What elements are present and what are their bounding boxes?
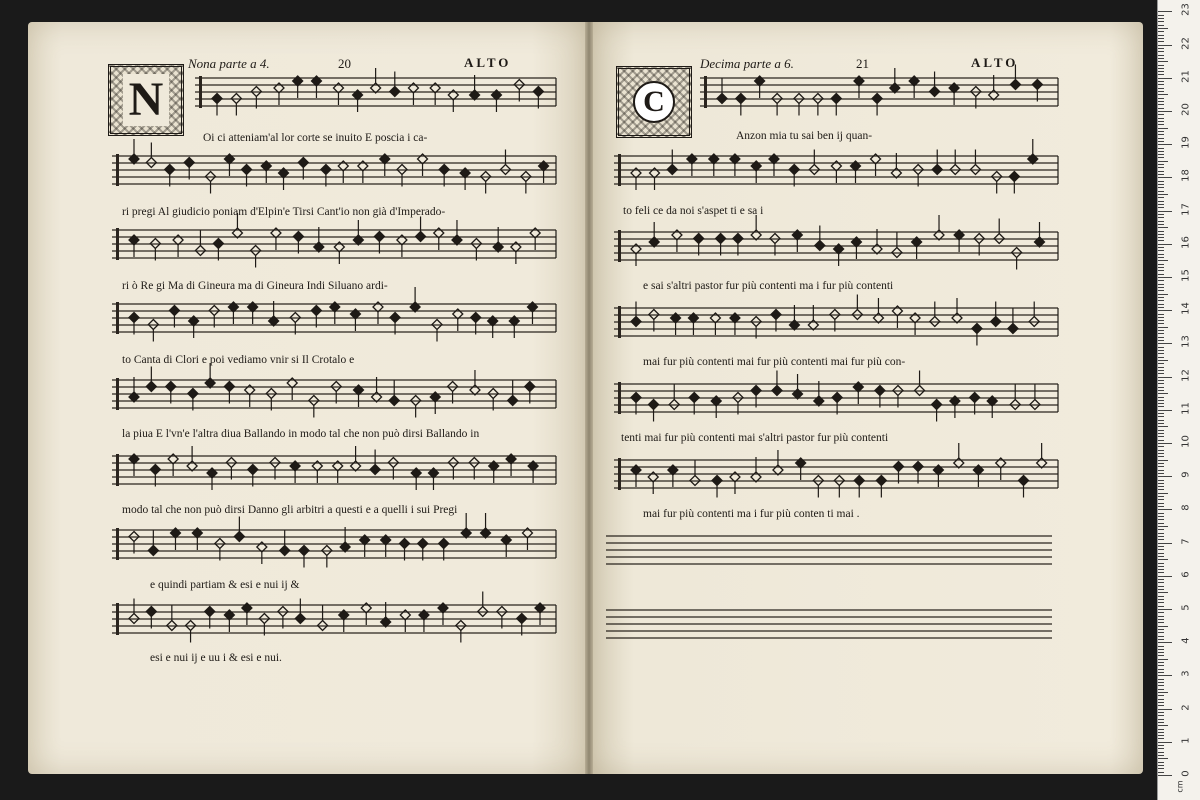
ruler-tick (1158, 121, 1164, 122)
ruler-tick (1158, 609, 1172, 610)
ruler-tick (1158, 722, 1164, 723)
ruler-mark: 11 (1180, 401, 1192, 415)
right-lyric-line-3: e sai s'altri pastor fur più contenti ma i fur più contenti (643, 280, 894, 292)
open-book (28, 22, 1143, 774)
ruler-tick (1158, 221, 1164, 222)
ruler-tick (1158, 526, 1168, 527)
ruler-mark: 6 (1180, 571, 1192, 578)
ruler-mark: 0 (1180, 770, 1192, 777)
ruler-tick (1158, 171, 1164, 172)
ruler-tick (1158, 94, 1168, 95)
ruler-tick (1158, 224, 1164, 225)
ruler-tick (1158, 453, 1164, 454)
ruler-tick (1158, 533, 1164, 534)
ruler-tick (1158, 460, 1168, 461)
ruler-tick (1158, 15, 1164, 16)
ruler-tick (1158, 626, 1168, 627)
right-lyric-line-4: mai fur più contenti mai fur più contenti mai fur più con- (643, 356, 906, 368)
ruler-tick (1158, 599, 1164, 600)
ruler-tick (1158, 496, 1164, 497)
left-page-header (188, 56, 270, 72)
right-page-header (700, 56, 794, 72)
ruler-tick (1158, 536, 1164, 537)
ruler-tick (1158, 81, 1164, 82)
ruler-tick (1158, 214, 1164, 215)
ruler-tick (1158, 556, 1164, 557)
ruler-mark: 21 (1180, 69, 1192, 83)
ruler-tick (1158, 715, 1164, 716)
ruler-tick (1158, 367, 1164, 368)
ruler-tick (1158, 264, 1164, 265)
ruler-tick (1158, 553, 1164, 554)
ruler-tick (1158, 443, 1172, 444)
left-lyric-line-8: esi e nui ij e uu i & esi e nui. (150, 652, 282, 664)
ruler-mark: 10 (1180, 435, 1192, 448)
ruler-tick (1158, 244, 1172, 245)
ruler-tick (1158, 675, 1172, 676)
ruler-tick (1158, 529, 1164, 530)
ruler-tick (1158, 297, 1164, 298)
ruler-tick (1158, 410, 1172, 411)
ruler-tick (1158, 91, 1164, 92)
ruler-tick (1158, 506, 1164, 507)
ruler-tick (1158, 320, 1164, 321)
ruler-tick (1158, 665, 1164, 666)
ruler-tick (1158, 450, 1164, 451)
ruler-tick (1158, 340, 1164, 341)
ruler-tick (1158, 111, 1172, 112)
ruler-tick (1158, 672, 1164, 673)
ruler-tick (1158, 699, 1164, 700)
ruler-tick (1158, 98, 1164, 99)
ruler-tick (1158, 436, 1164, 437)
ruler-tick (1158, 270, 1164, 271)
ruler-mark: 17 (1180, 202, 1192, 216)
measurement-ruler (1157, 0, 1200, 800)
ruler-tick (1158, 104, 1164, 105)
ruler-tick (1158, 45, 1172, 46)
ruler-tick (1158, 254, 1164, 255)
ruler-tick (1158, 755, 1164, 756)
ruler-tick (1158, 742, 1172, 743)
ruler-tick (1158, 317, 1164, 318)
ruler-tick (1158, 383, 1164, 384)
ruler-mark: 5 (1180, 604, 1192, 611)
ruler-tick (1158, 768, 1164, 769)
ruler-tick (1158, 669, 1164, 670)
ruler-tick (1158, 28, 1168, 29)
ruler-tick (1158, 616, 1164, 617)
ruler-tick (1158, 563, 1164, 564)
ruler-tick (1158, 154, 1164, 155)
ruler-tick (1158, 702, 1164, 703)
ruler-tick (1158, 333, 1164, 334)
ruler-tick (1158, 174, 1164, 175)
ruler-tick (1158, 300, 1164, 301)
ruler-tick (1158, 403, 1164, 404)
ruler-tick (1158, 685, 1164, 686)
ruler-tick (1158, 68, 1164, 69)
ruler-tick (1158, 247, 1164, 248)
ruler-tick (1158, 416, 1164, 417)
ruler-tick (1158, 21, 1164, 22)
ruler-tick (1158, 390, 1164, 391)
ruler-tick (1158, 546, 1164, 547)
ruler-tick (1158, 539, 1164, 540)
left-lyric-line-6: modo tal che non può dirsi Danno gli arbitri a questi e a quelli i sui Pregi (122, 504, 458, 516)
ruler-tick (1158, 25, 1164, 26)
ruler-tick (1158, 284, 1164, 285)
ruler-tick (1158, 470, 1164, 471)
ruler-tick (1158, 267, 1164, 268)
ruler-mark: 4 (1180, 637, 1192, 644)
ruler-tick (1158, 639, 1164, 640)
ruler-tick (1158, 250, 1164, 251)
ruler-mark: 20 (1180, 103, 1192, 116)
ruler-tick (1158, 729, 1164, 730)
left-initial-letter: N (123, 74, 170, 126)
ruler-tick (1158, 360, 1168, 361)
ruler-tick (1158, 400, 1164, 401)
ruler-tick (1158, 440, 1164, 441)
ruler-tick (1158, 370, 1164, 371)
ruler-tick (1158, 260, 1168, 261)
ruler-tick (1158, 217, 1164, 218)
ruler-tick (1158, 483, 1164, 484)
ruler-tick (1158, 473, 1164, 474)
ruler-tick (1158, 576, 1172, 577)
ruler-mark: 23 (1180, 3, 1192, 17)
ruler-tick (1158, 738, 1164, 739)
ruler-tick (1158, 114, 1164, 115)
ruler-tick (1158, 489, 1164, 490)
ruler-tick (1158, 679, 1164, 680)
ruler-tick (1158, 350, 1164, 351)
right-part-label: Decima parte a 6. (700, 56, 794, 71)
ruler-tick (1158, 257, 1164, 258)
ruler-tick (1158, 314, 1164, 315)
ruler-tick (1158, 569, 1164, 570)
ruler-tick (1158, 659, 1168, 660)
ruler-tick (1158, 363, 1164, 364)
ruler-tick (1158, 582, 1164, 583)
ruler-tick (1158, 18, 1164, 19)
ruler-tick (1158, 304, 1164, 305)
ruler-tick (1158, 197, 1164, 198)
ruler-unit: cm (1175, 780, 1185, 793)
ruler-tick (1158, 357, 1164, 358)
ruler-tick (1158, 775, 1172, 776)
ruler-tick (1158, 191, 1164, 192)
ruler-tick (1158, 240, 1164, 241)
ruler-tick (1158, 11, 1172, 12)
ruler-tick (1158, 61, 1168, 62)
ruler-tick (1158, 84, 1164, 85)
ruler-tick (1158, 596, 1164, 597)
ruler-tick (1158, 51, 1164, 52)
ruler-tick (1158, 622, 1164, 623)
book-spine (585, 22, 593, 774)
ruler-tick (1158, 144, 1172, 145)
ruler-tick (1158, 327, 1168, 328)
ruler-tick (1158, 602, 1164, 603)
ruler-tick (1158, 330, 1164, 331)
right-lyric-line-6: mai fur più contenti ma i fur più conten ti mai . (643, 508, 860, 520)
ruler-tick (1158, 343, 1172, 344)
ruler-tick (1158, 323, 1164, 324)
ruler-mark: 18 (1180, 169, 1192, 183)
ruler-tick (1158, 181, 1164, 182)
ruler-tick (1158, 652, 1164, 653)
ruler-tick (1158, 549, 1164, 550)
ruler-tick (1158, 423, 1164, 424)
ruler-tick (1158, 463, 1164, 464)
ruler-tick (1158, 523, 1164, 524)
ruler-tick (1158, 629, 1164, 630)
ruler-tick (1158, 758, 1168, 759)
ruler-tick (1158, 712, 1164, 713)
ruler-tick (1158, 274, 1164, 275)
ruler-tick (1158, 642, 1172, 643)
ruler-mark: 15 (1180, 269, 1192, 282)
ruler-tick (1158, 503, 1164, 504)
ruler-tick (1158, 719, 1164, 720)
ruler-tick (1158, 177, 1172, 178)
ruler-tick (1158, 692, 1168, 693)
ruler-tick (1158, 493, 1168, 494)
ruler-tick (1158, 519, 1164, 520)
ruler-tick (1158, 71, 1164, 72)
ruler-tick (1158, 164, 1164, 165)
ruler-tick (1158, 294, 1168, 295)
ruler-tick (1158, 745, 1164, 746)
ruler-tick (1158, 433, 1164, 434)
ruler-tick (1158, 735, 1164, 736)
ruler-tick (1158, 586, 1164, 587)
ruler-tick (1158, 277, 1172, 278)
ruler-tick (1158, 619, 1164, 620)
ruler-tick (1158, 78, 1172, 79)
ruler-tick (1158, 762, 1164, 763)
right-decorated-initial (616, 66, 692, 138)
ruler-tick (1158, 420, 1164, 421)
ruler-tick (1158, 310, 1172, 311)
ruler-tick (1158, 131, 1164, 132)
right-initial-letter: C (633, 81, 675, 123)
ruler-tick (1158, 287, 1164, 288)
ruler-tick (1158, 38, 1164, 39)
left-lyric-line-7: e quindi partiam & esi e nui ij & (150, 579, 300, 591)
ruler-tick (1158, 682, 1164, 683)
ruler-tick (1158, 101, 1164, 102)
ruler-mark: 16 (1180, 235, 1192, 249)
right-page-number: 21 (856, 56, 869, 71)
left-lyric-line-5: la piua E l'vn'e l'altra diua Ballando in modo tal che non può dirsi Ballando in (122, 428, 480, 440)
ruler-tick (1158, 161, 1168, 162)
right-lyric-line-2: to feli ce da noi s'aspet ti e sa i (623, 205, 764, 217)
ruler-tick (1158, 606, 1164, 607)
ruler-tick (1158, 466, 1164, 467)
ruler-tick (1158, 307, 1164, 308)
ruler-mark: 9 (1180, 471, 1192, 478)
left-page-number: 20 (338, 56, 351, 71)
ruler-tick (1158, 725, 1168, 726)
ruler-tick (1158, 35, 1164, 36)
ruler-tick (1158, 280, 1164, 281)
ruler-tick (1158, 695, 1164, 696)
ruler-tick (1158, 237, 1164, 238)
ruler-tick (1158, 234, 1164, 235)
ruler-tick (1158, 207, 1164, 208)
ruler-tick (1158, 204, 1164, 205)
ruler-tick (1158, 41, 1164, 42)
ruler-tick (1158, 124, 1164, 125)
ruler-tick (1158, 752, 1164, 753)
ruler-tick (1158, 347, 1164, 348)
ruler-tick (1158, 516, 1164, 517)
ruler-tick (1158, 184, 1164, 185)
ruler-tick (1158, 353, 1164, 354)
ruler-tick (1158, 732, 1164, 733)
ruler-tick (1158, 108, 1164, 109)
ruler-mark: 3 (1180, 670, 1192, 678)
ruler-tick (1158, 649, 1164, 650)
ruler-tick (1158, 187, 1164, 188)
ruler-mark: 13 (1180, 335, 1192, 349)
ruler-tick (1158, 141, 1164, 142)
ruler-tick (1158, 393, 1168, 394)
left-part-label: Nona parte a 4. (188, 56, 270, 71)
ruler-mark: 22 (1180, 36, 1192, 50)
ruler-tick (1158, 387, 1164, 388)
ruler-tick (1158, 709, 1172, 710)
right-voice-label: ALTO (971, 55, 1019, 70)
ruler-tick (1158, 430, 1164, 431)
ruler-tick (1158, 194, 1168, 195)
ruler-tick (1158, 373, 1164, 374)
ruler-tick (1158, 476, 1172, 477)
ruler-tick (1158, 636, 1164, 637)
ruler-tick (1158, 765, 1164, 766)
ruler-tick (1158, 134, 1164, 135)
ruler-tick (1158, 128, 1168, 129)
right-lyric-line-5: tenti mai fur più contenti mai s'altri pastor fur più contenti (621, 432, 889, 444)
ruler-tick (1158, 689, 1164, 690)
ruler-mark: 19 (1180, 136, 1192, 150)
ruler-tick (1158, 157, 1164, 158)
left-lyric-line-2: ri pregi Al giudicio poniam d'Elpin'e Tirsi Cant'io non già d'Imperado- (122, 206, 446, 218)
ruler-tick (1158, 138, 1164, 139)
ruler-mark: 7 (1180, 537, 1192, 545)
ruler-tick (1158, 337, 1164, 338)
ruler-tick (1158, 486, 1164, 487)
left-lyric-line-3: ri ò Re gi Ma di Gineura ma di Gineura Indi Siluano ardi- (122, 280, 388, 292)
ruler-mark: 1 (1180, 737, 1192, 744)
ruler-mark: 2 (1180, 703, 1192, 711)
ruler-tick (1158, 480, 1164, 481)
ruler-tick (1158, 589, 1164, 590)
ruler-mark: 8 (1180, 504, 1192, 512)
ruler-tick (1158, 397, 1164, 398)
ruler-tick (1158, 74, 1164, 75)
ruler-tick (1158, 31, 1164, 32)
ruler-mark: 12 (1180, 368, 1192, 382)
right-lyric-line-1: Anzon mia tu sai ben ij quan- (736, 130, 873, 142)
ruler-tick (1158, 632, 1164, 633)
ruler-tick (1158, 748, 1164, 749)
ruler-tick (1158, 446, 1164, 447)
ruler-tick (1158, 559, 1168, 560)
left-lyric-line-1: Oi ci atteniam'al lor corte se inuito E poscia i ca- (203, 132, 428, 144)
left-decorated-initial (108, 64, 184, 136)
ruler-tick (1158, 58, 1164, 59)
ruler-tick (1158, 118, 1164, 119)
ruler-tick (1158, 167, 1164, 168)
ruler-tick (1158, 65, 1164, 66)
ruler-tick (1158, 426, 1168, 427)
ruler-tick (1158, 413, 1164, 414)
ruler-tick (1158, 646, 1164, 647)
ruler-tick (1158, 48, 1164, 49)
ruler-tick (1158, 88, 1164, 89)
ruler-tick (1158, 406, 1164, 407)
ruler-tick (1158, 55, 1164, 56)
ruler-tick (1158, 662, 1164, 663)
ruler-tick (1158, 705, 1164, 706)
ruler-tick (1158, 579, 1164, 580)
ruler-tick (1158, 231, 1164, 232)
ruler-tick (1158, 499, 1164, 500)
ruler-tick (1158, 543, 1172, 544)
ruler-tick (1158, 456, 1164, 457)
ruler-tick (1158, 151, 1164, 152)
ruler-mark: 14 (1180, 302, 1192, 316)
left-lyric-line-4: to Canta di Clori e poi vediamo vnir si Il Crotalo e (122, 354, 355, 366)
ruler-tick (1158, 655, 1164, 656)
ruler-tick (1158, 592, 1168, 593)
ruler-tick (1158, 377, 1172, 378)
ruler-tick (1158, 612, 1164, 613)
ruler-tick (1158, 211, 1172, 212)
left-voice-label: ALTO (464, 55, 512, 70)
ruler-tick (1158, 148, 1164, 149)
ruler-tick (1158, 227, 1168, 228)
ruler-tick (1158, 772, 1164, 773)
ruler-tick (1158, 201, 1164, 202)
ruler-tick (1158, 290, 1164, 291)
ruler-tick (1158, 513, 1164, 514)
ruler-tick (1158, 509, 1172, 510)
ruler-tick (1158, 380, 1164, 381)
ruler-tick (1158, 572, 1164, 573)
ruler-tick (1158, 566, 1164, 567)
